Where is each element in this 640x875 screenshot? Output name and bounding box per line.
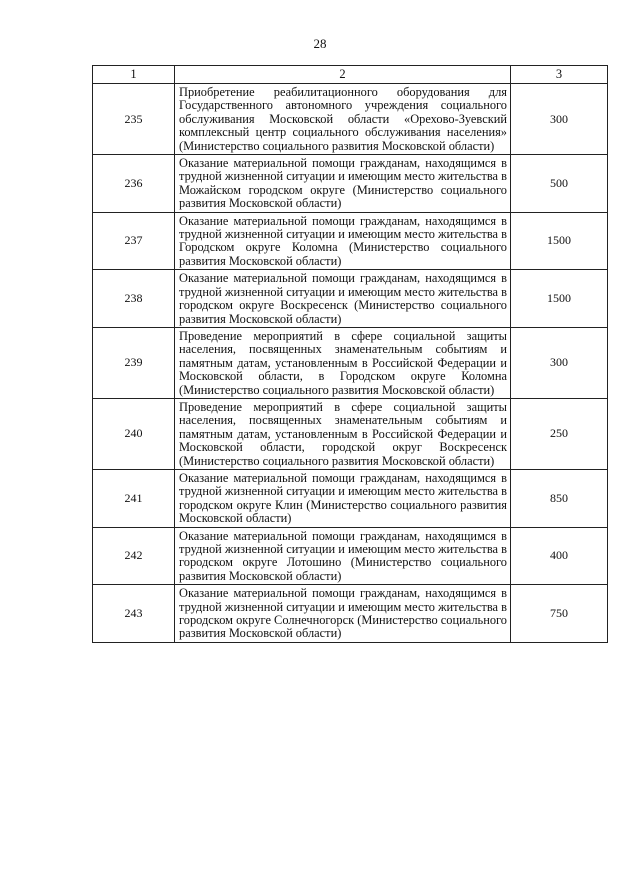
- row-number: 241: [93, 469, 175, 527]
- table-row: [93, 585, 608, 643]
- column-header-1: 1: [93, 66, 175, 84]
- table-row: [93, 527, 608, 585]
- row-number: 235: [93, 84, 175, 155]
- row-number: 237: [93, 212, 175, 270]
- row-description: Приобретение реабилитационного оборудования для Государственного автономного учреждения социального обслуживания Московской области «Орехово-Зуевский комплексный центр социального обслуживания населения» (Министерство социального развития Московской области): [175, 84, 511, 155]
- row-amount: 300: [511, 84, 608, 155]
- table-row: [93, 398, 608, 469]
- row-description: Оказание материальной помощи гражданам, находящимся в трудной жизненной ситуации и имеющим место жительства в городском округе Клин (Министерство социального развития Московской области): [175, 469, 511, 527]
- row-description: Оказание материальной помощи гражданам, находящимся в трудной жизненной ситуации и имеющим место жительства в Городском округе Коломна (Министерство социального развития Московской области): [175, 212, 511, 270]
- row-number: 238: [93, 270, 175, 328]
- row-description: Оказание материальной помощи гражданам, находящимся в трудной жизненной ситуации и имеющим место жительства в городском округе Воскресенск (Министерство социального развития Московской области): [175, 270, 511, 328]
- row-description: Оказание материальной помощи гражданам, находящимся в трудной жизненной ситуации и имеющим место жительства в городском округе Лотошино (Министерство социального развития Московской области): [175, 527, 511, 585]
- row-number: 242: [93, 527, 175, 585]
- row-description: Проведение мероприятий в сфере социальной защиты населения, посвященных знаменательным событиям и памятным датам, установленным в Российской Федерации и Московской области, городской округ Воскресенск (Министерство социального развития Московской области): [175, 398, 511, 469]
- row-amount: 850: [511, 469, 608, 527]
- row-amount: 500: [511, 155, 608, 213]
- row-amount: 1500: [511, 212, 608, 270]
- row-number: 240: [93, 398, 175, 469]
- row-description: Проведение мероприятий в сфере социальной защиты населения, посвященных знаменательным событиям и памятным датам, установленным в Российской Федерации и Московской области, в Городском округе Коломна (Министерство социального развития Московской области): [175, 327, 511, 398]
- row-description: Оказание материальной помощи гражданам, находящимся в трудной жизненной ситуации и имеющим место жительства в Можайском городском округе (Министерство социального развития Московской области): [175, 155, 511, 213]
- row-number: 243: [93, 585, 175, 643]
- row-description: Оказание материальной помощи гражданам, находящимся в трудной жизненной ситуации и имеющим место жительства в городском округе Солнечногорск (Министерство социального развития Московской области): [175, 585, 511, 643]
- table-row: [93, 469, 608, 527]
- table-row: [93, 84, 608, 155]
- table-row: [93, 212, 608, 270]
- table-row: [93, 327, 608, 398]
- row-amount: 750: [511, 585, 608, 643]
- column-header-2: 2: [175, 66, 511, 84]
- table-row: [93, 155, 608, 213]
- page-number: 28: [313, 36, 327, 51]
- row-amount: 300: [511, 327, 608, 398]
- row-amount: 1500: [511, 270, 608, 328]
- row-amount: 250: [511, 398, 608, 469]
- row-number: 239: [93, 327, 175, 398]
- table-row: [93, 270, 608, 328]
- row-number: 236: [93, 155, 175, 213]
- column-header-3: 3: [511, 66, 608, 84]
- row-amount: 400: [511, 527, 608, 585]
- allocation-table: [92, 65, 608, 643]
- table-header-row: [93, 66, 608, 84]
